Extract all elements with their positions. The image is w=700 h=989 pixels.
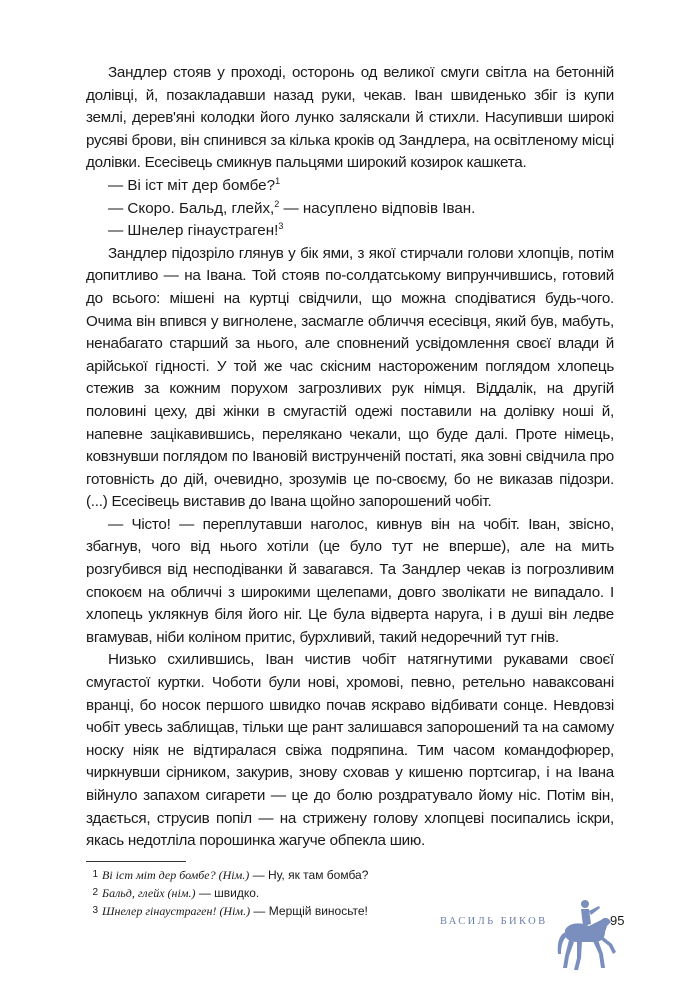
page-body: [86, 62, 614, 920]
paragraph-3: — Чісто! — переплутавши наголос, кивнув він на чобіт. Іван, звісно, збагнув, чого від нього хотіли (це було тут не вперше), але на мить розгубився від несподіванки й завагався. Та Зандлер чекав із погрозливим спокоєм на обличчі з широкими щелепами, довго зволікати не випадало. І хлопець уклякнув біля його ніг. Це була відверта наруга, і в душі він ледве вгамував, ніби коліном притис, бурхливий, такий недоречний тут гнів.: [86, 515, 614, 646]
footnote-divider: [86, 861, 186, 862]
footnote-2: 2 Бальд, глейх (нім.) — швидко.: [92, 885, 260, 900]
dialog-line-2: — Скоро. Бальд, глейх,$^2$ — насуплено відповів Іван.: [108, 198, 476, 217]
horse-rider-icon: [555, 896, 619, 978]
footnote-ref-2[interactable]: 2: [274, 198, 280, 209]
paragraph-4: Низько схилившись, Іван чистив чобіт натягнутими рукавами своєї смугастої куртки. Чоботи були нові, хромові, певно, ретельно наваксовані вранці, бо носок першого швидко почав яскраво відбивати сонце. Невдовзі чобіт увесь заблищав, тільки ще рант залишався запорошений та на самому носку ніяк не відтиралася свіжа подряпина. Тим часом командофюрер, чиркнувши сірником, закурив, знову сховав у кишеню портсигар, і на Івана війнуло запахом сигарети — це до болю роздратувало йому ніс. Потім він, здається, струсив попіл — на стрижену голову хлопцеві посипались іскри, якась недотліла порошинка жагуче обпекла шию.: [86, 651, 614, 850]
page-number: 95: [610, 913, 625, 928]
paragraph-2: Зандлер підозріло глянув у бік ями, з якої стирчали голови хлопців, потім допитливо — на Івана. Той стояв по-солдатському випрунчившись, готовий до всього: мішені на куртці свідчили, що можна сподіватися будь-чого. Очима він впився у вигнолене, засмагле обличчя есесівця, який був, мабуть, ненабагато старший за нього, але сповнений усвідомлення своєї влади й арійської гідності. У той же час скісним насторoженим поглядом хлопець стежив за кожним порухом загрозливих рук німця. Віддалік, на другій половині цеху, дві жінки в смугастій одежі поставили на долівку ноші й, напевне зацікавившись, перелякано чекали, що буде далі. Проте німець, ковзнувши поглядом по Івановій виструнченій постаті, яка зовні свідчила про готовність до дій, очевидно, зрозумів це по-своєму, бо не виказав підозри. (...) Есесівець виставив до Івана щойно запорошений чобіт.: [86, 244, 614, 511]
running-author: ВАСИЛЬ БИКОВ: [440, 916, 548, 927]
page-footer: [440, 896, 660, 976]
paragraph-1: Зандлер стояв у проході, осторонь од великої смуги світла на бетонній долівці, й, позакладавши назад руки, чекав. Іван швиденько збіг із купи землі, дерев'яні колодки його лунко заляскали й стихли. Насупивши широкі русяві брови, він спинився за кілька кроків од Зандлера, на освітленому місці долівки. Есесівець смикнув пальцями широкий козирок кашкета.: [86, 64, 614, 172]
footnote-ref-1[interactable]: 1: [275, 175, 281, 186]
dialog-line-3: — Шнелер гінаустраген!$^3$: [108, 221, 284, 240]
footnote-1: 1 Ві іст міт дер бомбе? (Нім.) — Ну, як там бомба?: [92, 867, 369, 882]
footnote-ref-3[interactable]: 3: [278, 221, 284, 232]
footnote-3: 3 Шнелер гінаустраген! (Нім.) — Мерщій виносьте!: [92, 903, 368, 918]
dialog-line-1: — Ві іст міт дер бомбе?$^1$: [108, 175, 281, 194]
